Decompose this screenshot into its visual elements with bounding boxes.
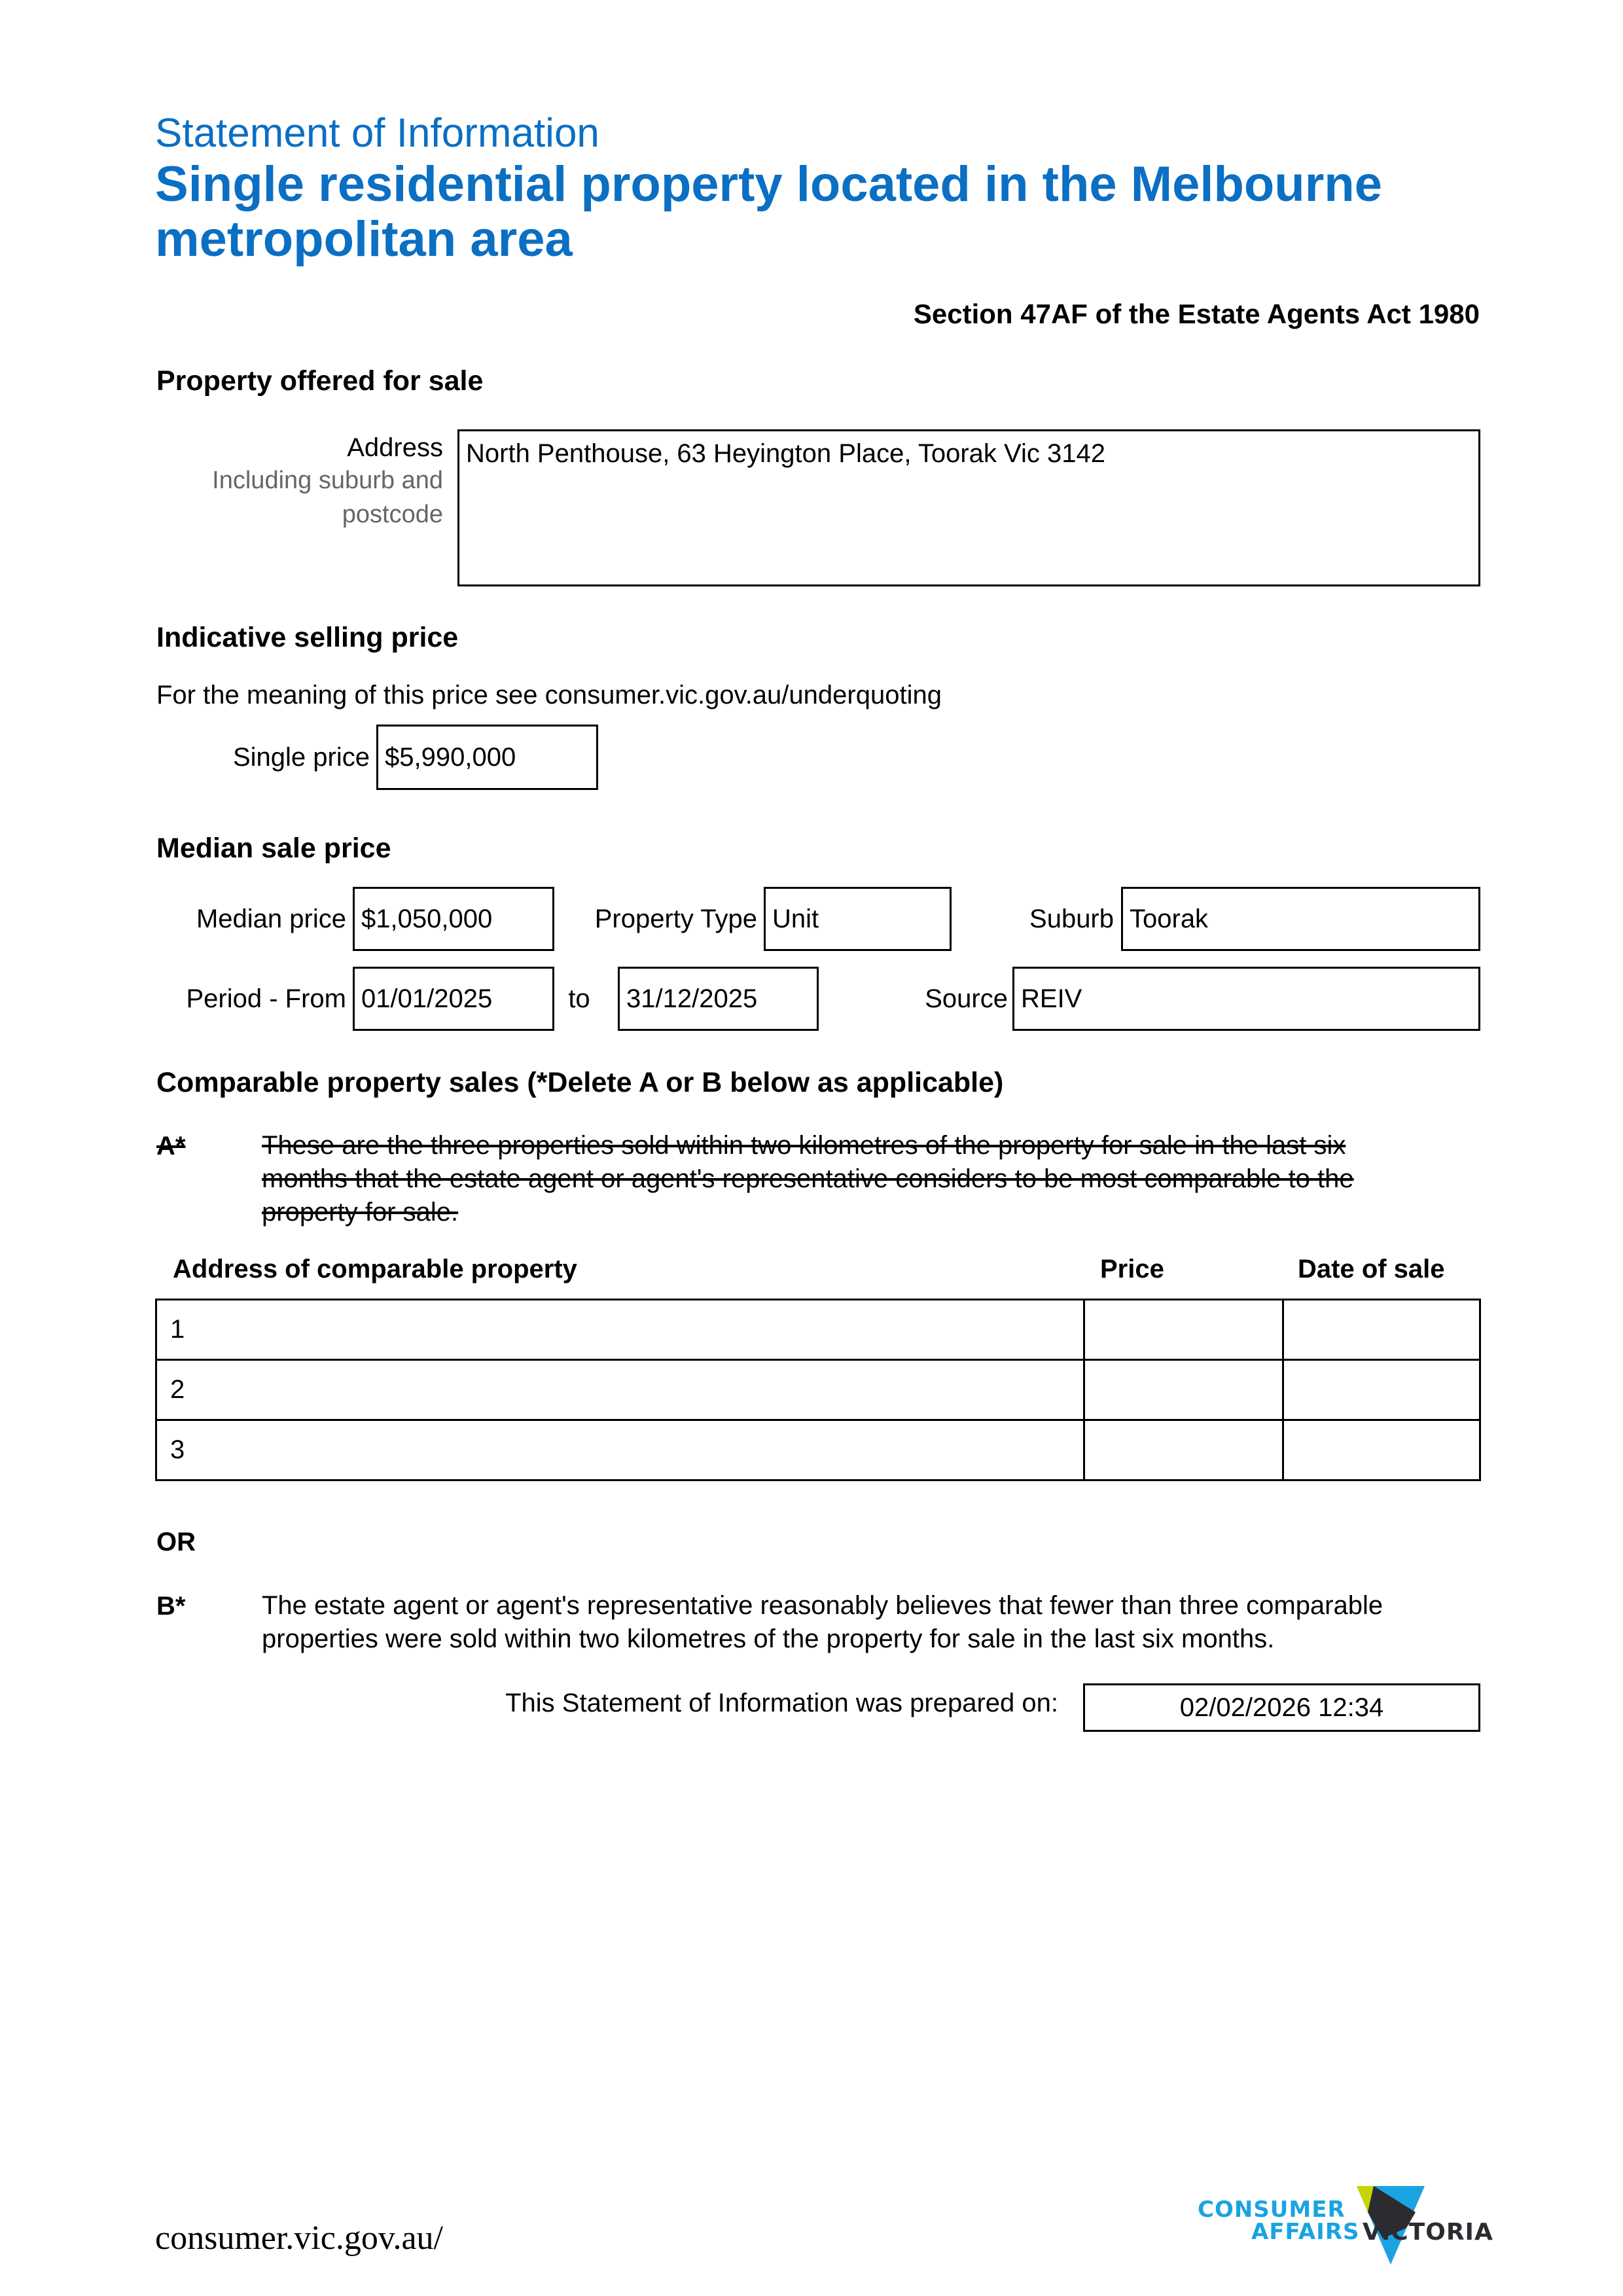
comparable-price-cell[interactable] bbox=[1084, 1300, 1283, 1360]
underquoting-note: For the meaning of this price see consumer.vic.gov.au/underquoting bbox=[156, 681, 942, 709]
table-row bbox=[156, 1420, 1480, 1480]
option-a-text-line2: months that the estate agent or agent's representative considers to be most comparable to the bbox=[262, 1164, 1354, 1193]
document-subtitle: Statement of Information bbox=[155, 111, 599, 156]
comparable-address-cell[interactable] bbox=[156, 1360, 1084, 1420]
comparable-date-cell[interactable] bbox=[1283, 1420, 1480, 1480]
single-price-field[interactable] bbox=[376, 725, 598, 790]
period-to-value: 31/12/2025 bbox=[626, 984, 758, 1013]
source-label: Source bbox=[925, 984, 1008, 1013]
option-a-text-line3: property for sale. bbox=[262, 1198, 459, 1227]
comparable-address-cell[interactable] bbox=[156, 1420, 1084, 1480]
period-from-label: Period - From bbox=[186, 984, 346, 1013]
address-hint-line2: postcode bbox=[342, 501, 443, 528]
single-price-label: Single price bbox=[232, 743, 370, 772]
address-label: Address bbox=[347, 433, 443, 462]
option-b-text-line2: properties were sold within two kilometres of the property for sale in the last six months. bbox=[262, 1624, 1275, 1653]
comparable-date-cell[interactable] bbox=[1283, 1360, 1480, 1420]
median-price-field[interactable] bbox=[353, 887, 554, 951]
consumer-affairs-victoria-logo bbox=[1198, 2186, 1493, 2278]
comparable-date-cell[interactable] bbox=[1283, 1300, 1480, 1360]
act-reference: Section 47AF of the Estate Agents Act 1980 bbox=[913, 298, 1480, 329]
prepared-on-label: This Statement of Information was prepared on: bbox=[505, 1689, 1058, 1717]
prepared-on-value: 02/02/2026 12:34 bbox=[1179, 1693, 1384, 1722]
period-from-field[interactable] bbox=[353, 967, 554, 1031]
logo-text-consumer: CONSUMER bbox=[1198, 2197, 1346, 2223]
or-label: OR bbox=[156, 1528, 196, 1556]
logo-text-victoria: VICTORIA bbox=[1363, 2219, 1493, 2246]
option-a-text-line1: These are the three properties sold within two kilometres of the property for sale in the last six bbox=[262, 1131, 1346, 1160]
option-a-text bbox=[262, 1129, 1492, 1229]
option-b-marker: B* bbox=[156, 1592, 186, 1621]
address-field[interactable] bbox=[457, 429, 1480, 586]
period-from-value: 01/01/2025 bbox=[361, 984, 493, 1013]
suburb-value: Toorak bbox=[1130, 905, 1209, 933]
address-label-group bbox=[156, 432, 443, 531]
suburb-field[interactable] bbox=[1121, 887, 1480, 951]
table-row bbox=[156, 1360, 1480, 1420]
comparable-price-cell[interactable] bbox=[1084, 1420, 1283, 1480]
source-field[interactable] bbox=[1012, 967, 1480, 1031]
section-heading-indicative-price: Indicative selling price bbox=[156, 622, 459, 653]
option-b-text-line1: The estate agent or agent's representative reasonably believes that fewer than three comparable bbox=[262, 1591, 1383, 1620]
property-type-value: Unit bbox=[772, 905, 819, 933]
section-heading-median-price: Median sale price bbox=[156, 833, 391, 864]
period-to-field[interactable] bbox=[618, 967, 819, 1031]
column-header-price: Price bbox=[1100, 1255, 1164, 1283]
row-number: 2 bbox=[170, 1375, 185, 1404]
row-number: 1 bbox=[170, 1315, 185, 1344]
prepared-on-field[interactable] bbox=[1083, 1683, 1480, 1732]
comparable-sales-table bbox=[155, 1299, 1481, 1481]
property-type-label: Property Type bbox=[594, 905, 757, 933]
section-heading-comparable: Comparable property sales (*Delete A or B below as applicable) bbox=[156, 1067, 1004, 1098]
document-title: Single residential property located in the Melbourne metropolitan area bbox=[155, 156, 1382, 267]
row-number: 3 bbox=[170, 1435, 185, 1464]
footer-url[interactable]: consumer.vic.gov.au/ bbox=[155, 2219, 443, 2257]
comparable-price-cell[interactable] bbox=[1084, 1360, 1283, 1420]
median-price-label: Median price bbox=[196, 905, 346, 933]
period-to-label: to bbox=[568, 984, 590, 1013]
comparable-address-cell[interactable] bbox=[156, 1300, 1084, 1360]
address-value: North Penthouse, 63 Heyington Place, Toorak Vic 3142 bbox=[466, 439, 1105, 468]
column-header-date: Date of sale bbox=[1298, 1255, 1445, 1283]
option-a-marker: A* bbox=[156, 1132, 186, 1160]
median-price-value: $1,050,000 bbox=[361, 905, 493, 933]
option-b-text bbox=[262, 1589, 1492, 1656]
logo-text-affairs: AFFAIRS bbox=[1251, 2219, 1360, 2245]
source-value: REIV bbox=[1021, 984, 1082, 1013]
column-header-address: Address of comparable property bbox=[173, 1255, 577, 1283]
address-hint-line1: Including suburb and bbox=[212, 467, 443, 494]
section-heading-property-offered: Property offered for sale bbox=[156, 365, 484, 397]
suburb-label: Suburb bbox=[1029, 905, 1114, 933]
property-type-field[interactable] bbox=[764, 887, 952, 951]
table-row bbox=[156, 1300, 1480, 1360]
single-price-value: $5,990,000 bbox=[385, 743, 516, 772]
